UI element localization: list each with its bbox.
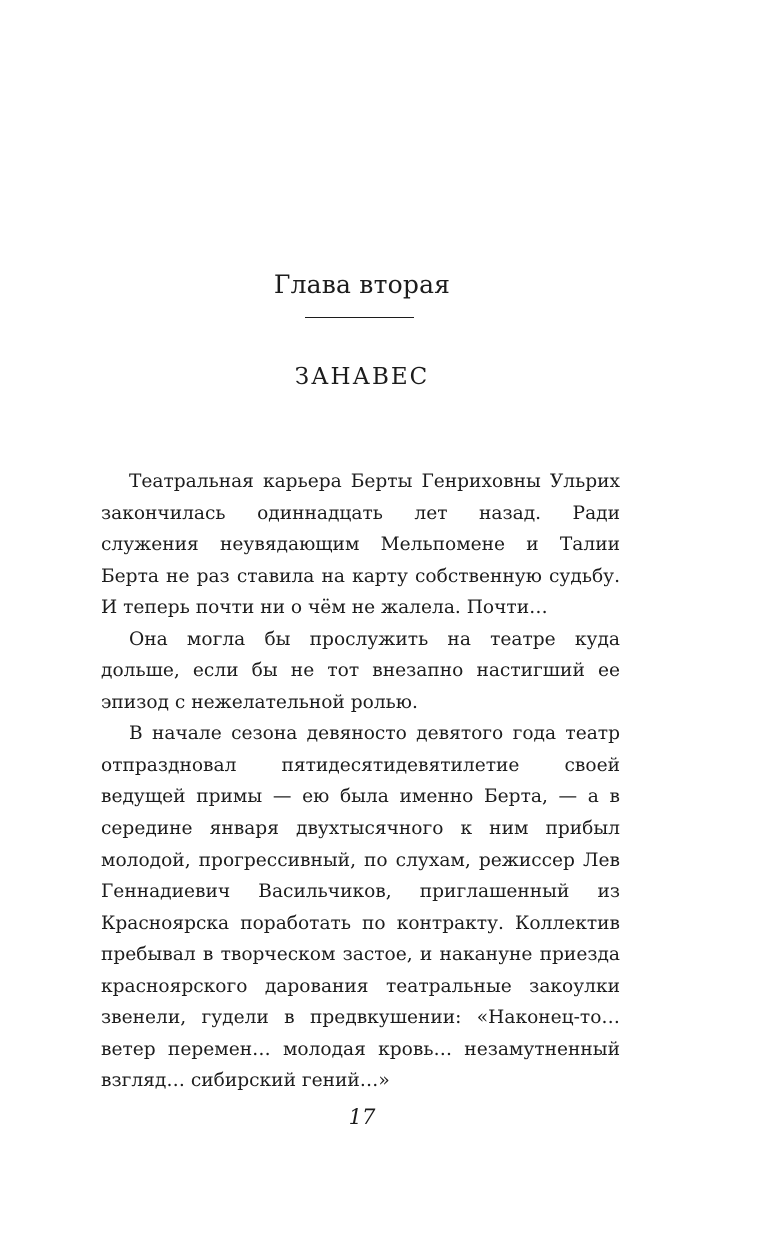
chapter-label: Глава вторая: [273, 270, 451, 299]
paragraph-3: В начале сезона девяносто девятого года театр отпраздновал пятидесятидевятилетие своей ведущей примы — ею была именно Берта, — а в середине января двухтысячного к ним прибыл молодой, прогрессивный, по слухам, режиссер Лев Геннадиевич Васильчиков, приглашенный из Красноярска поработать по контракту. Коллектив пребывал в творческом застое, и накануне приезда красноярского дарования театральные закоулки звенели, гудели в предвкушении: «Наконец-то… ветер перемен… молодая кровь… незамутненный взгляд… сибирский гений…»: [101, 723, 620, 1092]
chapter-body: [101, 466, 620, 1097]
chapter-divider: [305, 317, 414, 318]
page-number: 17: [348, 1105, 376, 1129]
paragraph-1: Театральная карьера Берты Генриховны Ульрих закончилась одиннадцать лет назад. Ради служения неувядающим Мельпомене и Талии Берта не раз ставила на карту собственную судьбу. И теперь почти ни о чём не жалела. Почти…: [101, 471, 620, 619]
paragraph-2: Она могла бы прослужить на театре куда дольше, если бы не тот внезапно настигший ее эпизод с нежелательной ролью.: [101, 628, 620, 713]
chapter-title: ЗАНАВЕС: [294, 364, 430, 390]
